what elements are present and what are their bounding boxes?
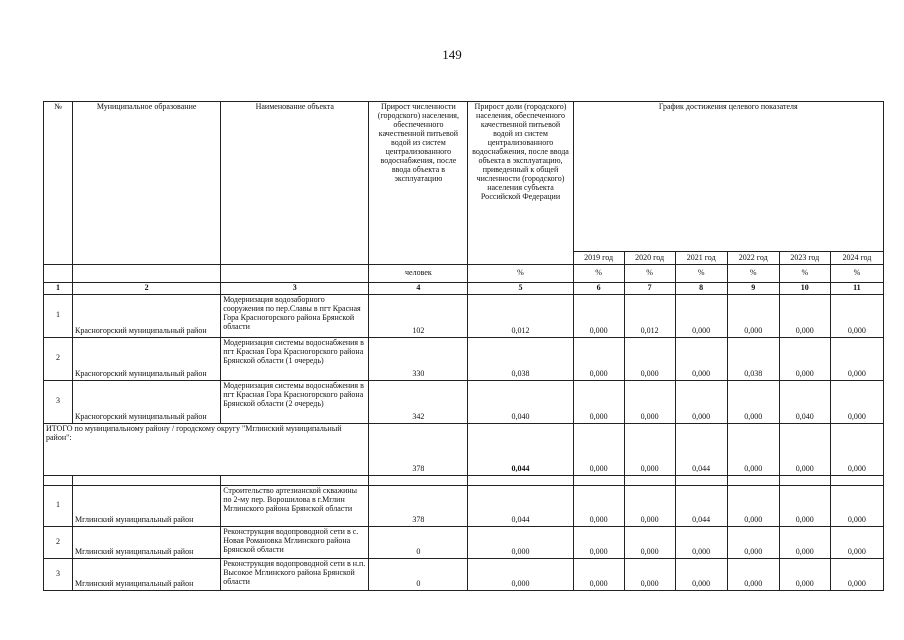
table-row	[44, 337, 884, 380]
row-number: 1	[44, 485, 73, 526]
header-year: 2023 год	[779, 252, 830, 265]
year-value-cell: 0,000	[727, 526, 779, 558]
year-value-cell: 0,000	[675, 337, 727, 380]
object-name-cell: Реконструкция водопроводной сети в с. Новая Романовка Мглинского района Брянской области	[221, 526, 369, 558]
municipality-cell: Мглинский муниципальный район	[73, 485, 221, 526]
empty-cell	[830, 475, 883, 485]
year-value-cell: 0,000	[830, 485, 883, 526]
empty-cell	[624, 475, 675, 485]
total-year-value-cell: 0,000	[830, 423, 883, 475]
object-name-cell: Модернизация водозаборного сооружения по пер.Славы в пгт Красная Гора Красногорского района Брянской области	[221, 294, 369, 337]
year-value-cell: 0,000	[727, 380, 779, 423]
page-number: 149	[442, 47, 462, 62]
year-value-cell: 0,000	[675, 526, 727, 558]
year-value-cell: 0,000	[573, 294, 624, 337]
empty-cell	[573, 475, 624, 485]
year-value-cell: 0,000	[624, 558, 675, 590]
target-indicator-table	[43, 101, 884, 591]
object-name-cell: Реконструкция водопроводной сети в н.п. Высокое Мглинского района Брянской области	[221, 558, 369, 590]
year-value-cell: 0,000	[624, 337, 675, 380]
empty-cell	[468, 475, 573, 485]
column-number: 8	[675, 283, 727, 295]
total-year-value-cell: 0,000	[779, 423, 830, 475]
empty-cell	[44, 265, 73, 283]
column-number: 11	[830, 283, 883, 295]
column-number: 4	[369, 283, 468, 295]
column-number-row	[44, 283, 884, 295]
year-value-cell: 0,000	[573, 526, 624, 558]
header-growth-population: Прирост численности (городского) населения, обеспеченного качественной питьевой водой из систем централизованного водоснабжения, после ввода объекта в эксплуатацию	[369, 102, 468, 265]
share-growth-cell: 0,038	[468, 337, 573, 380]
column-number: 6	[573, 283, 624, 295]
population-growth-cell: 342	[369, 380, 468, 423]
total-row	[44, 423, 884, 475]
year-value-cell: 0,000	[573, 380, 624, 423]
header-year: 2019 год	[573, 252, 624, 265]
share-growth-cell: 0,012	[468, 294, 573, 337]
header-year: 2024 год	[830, 252, 883, 265]
year-value-cell: 0,000	[779, 337, 830, 380]
table-row	[44, 380, 884, 423]
year-value-cell: 0,040	[779, 380, 830, 423]
year-value-cell: 0,012	[624, 294, 675, 337]
total-population-cell: 378	[369, 423, 468, 475]
column-number: 3	[221, 283, 369, 295]
empty-cell	[73, 265, 221, 283]
header-schedule: График достижения целевого показателя	[573, 102, 883, 252]
year-value-cell: 0,000	[624, 485, 675, 526]
year-value-cell: 0,000	[573, 558, 624, 590]
year-value-cell: 0,000	[830, 294, 883, 337]
unit-percent: %	[779, 265, 830, 283]
unit-percent: %	[624, 265, 675, 283]
header-year: 2020 год	[624, 252, 675, 265]
unit-percent: %	[727, 265, 779, 283]
year-value-cell: 0,000	[624, 526, 675, 558]
table-row	[44, 485, 884, 526]
header-year: 2022 год	[727, 252, 779, 265]
row-number: 3	[44, 380, 73, 423]
year-value-cell: 0,000	[830, 526, 883, 558]
spacer-row	[44, 475, 884, 485]
year-value-cell: 0,000	[624, 380, 675, 423]
year-value-cell: 0,000	[779, 294, 830, 337]
population-growth-cell: 330	[369, 337, 468, 380]
year-value-cell: 0,000	[675, 558, 727, 590]
row-number: 3	[44, 558, 73, 590]
year-value-cell: 0,044	[675, 485, 727, 526]
unit-percent: %	[830, 265, 883, 283]
header-growth-share: Прирост доли (городского) населения, обеспеченного качественной питьевой водой из систем централизованного водоснабжения, после ввода объекта в эксплуатацию, приведенный к общей численности (городского) населения субъекта Российской Федерации	[468, 102, 573, 265]
share-growth-cell: 0,044	[468, 485, 573, 526]
table-row	[44, 526, 884, 558]
units-row	[44, 265, 884, 283]
unit-people: человек	[369, 265, 468, 283]
unit-percent: %	[468, 265, 573, 283]
header-row	[44, 102, 884, 252]
empty-cell	[779, 475, 830, 485]
column-number: 10	[779, 283, 830, 295]
municipality-cell: Красногорский муниципальный район	[73, 380, 221, 423]
municipality-cell: Красногорский муниципальный район	[73, 294, 221, 337]
year-value-cell: 0,000	[779, 558, 830, 590]
row-number: 1	[44, 294, 73, 337]
total-label: ИТОГО по муниципальному району / городскому округу "Мглинский муниципальный район":	[44, 423, 369, 475]
header-year: 2021 год	[675, 252, 727, 265]
year-value-cell: 0,000	[830, 380, 883, 423]
column-number: 1	[44, 283, 73, 295]
column-number: 7	[624, 283, 675, 295]
total-year-value-cell: 0,000	[624, 423, 675, 475]
year-value-cell: 0,000	[779, 526, 830, 558]
empty-cell	[221, 265, 369, 283]
row-number: 2	[44, 526, 73, 558]
empty-cell	[44, 475, 73, 485]
empty-cell	[73, 475, 221, 485]
unit-percent: %	[573, 265, 624, 283]
year-value-cell: 0,000	[727, 294, 779, 337]
header-no: №	[44, 102, 73, 265]
unit-percent: %	[675, 265, 727, 283]
year-value-cell: 0,000	[573, 337, 624, 380]
year-value-cell: 0,000	[830, 558, 883, 590]
total-year-value-cell: 0,000	[573, 423, 624, 475]
empty-cell	[369, 475, 468, 485]
population-growth-cell: 0	[369, 558, 468, 590]
year-value-cell: 0,000	[727, 485, 779, 526]
share-growth-cell: 0,000	[468, 558, 573, 590]
municipality-cell: Мглинский муниципальный район	[73, 558, 221, 590]
year-value-cell: 0,000	[830, 337, 883, 380]
table-row	[44, 558, 884, 590]
year-value-cell: 0,000	[675, 380, 727, 423]
population-growth-cell: 378	[369, 485, 468, 526]
row-number: 2	[44, 337, 73, 380]
column-number: 5	[468, 283, 573, 295]
total-year-value-cell: 0,044	[675, 423, 727, 475]
year-value-cell: 0,000	[573, 485, 624, 526]
object-name-cell: Модернизация системы водоснабжения в пгт Красная Гора Красногорского района Брянской области (2 очередь)	[221, 380, 369, 423]
municipality-cell: Красногорский муниципальный район	[73, 337, 221, 380]
total-year-value-cell: 0,000	[727, 423, 779, 475]
year-value-cell: 0,000	[779, 485, 830, 526]
municipality-cell: Мглинский муниципальный район	[73, 526, 221, 558]
empty-cell	[221, 475, 369, 485]
share-growth-cell: 0,000	[468, 526, 573, 558]
table-row	[44, 294, 884, 337]
empty-cell	[727, 475, 779, 485]
total-share-cell: 0,044	[468, 423, 573, 475]
year-value-cell: 0,038	[727, 337, 779, 380]
object-name-cell: Строительство артезианской скважины по 2-му пер. Ворошилова в г.Мглин Мглинского района Брянской области	[221, 485, 369, 526]
column-number: 9	[727, 283, 779, 295]
object-name-cell: Модернизация системы водоснабжения в пгт Красная Гора Красногорского района Брянской области (1 очередь)	[221, 337, 369, 380]
year-value-cell: 0,000	[675, 294, 727, 337]
population-growth-cell: 102	[369, 294, 468, 337]
share-growth-cell: 0,040	[468, 380, 573, 423]
population-growth-cell: 0	[369, 526, 468, 558]
column-number: 2	[73, 283, 221, 295]
empty-cell	[675, 475, 727, 485]
year-value-cell: 0,000	[727, 558, 779, 590]
header-municipality: Муниципальное образование	[73, 102, 221, 265]
header-object: Наименование объекта	[221, 102, 369, 265]
